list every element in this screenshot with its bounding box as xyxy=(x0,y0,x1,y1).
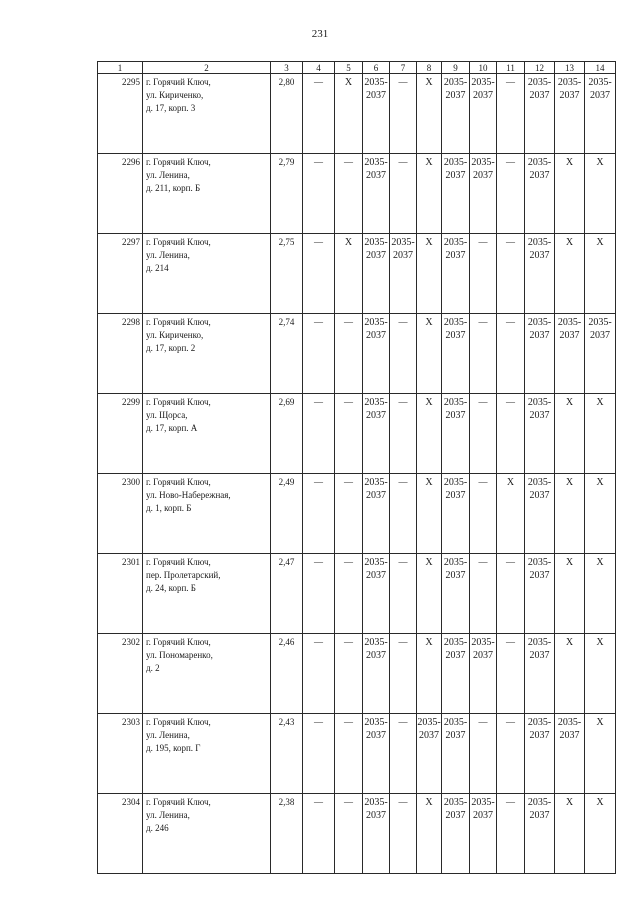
year-range-start: 2035- xyxy=(364,397,388,408)
year-range-end: 2037 xyxy=(445,410,466,421)
mark-cell: — xyxy=(390,634,417,714)
address-cell xyxy=(143,234,271,314)
year-range-end: 2037 xyxy=(529,410,550,421)
mark-cell: — xyxy=(335,394,363,474)
address-line: г. Горячий Ключ, xyxy=(146,557,211,567)
address-line: ул. Ленина, xyxy=(146,250,190,260)
year-range-end: 2037 xyxy=(445,490,466,501)
mark-cell: X xyxy=(585,554,616,634)
column-header: 8 xyxy=(417,62,442,74)
year-range-start: 2035- xyxy=(527,557,552,568)
table-row xyxy=(98,474,616,554)
address-cell xyxy=(143,74,271,154)
address-line: ул. Ленина, xyxy=(146,810,190,820)
mark-cell: — xyxy=(303,474,335,554)
value-cell: 2,43 xyxy=(271,714,303,794)
mark-cell: — xyxy=(335,474,363,554)
mark-cell xyxy=(470,74,497,154)
address-line: д. 17, корп. 2 xyxy=(146,343,196,353)
year-range-end: 2037 xyxy=(366,90,386,101)
mark-cell xyxy=(442,794,470,874)
value-cell: 2,69 xyxy=(271,394,303,474)
row-number: 2296 xyxy=(98,154,143,234)
mark-cell xyxy=(585,314,616,394)
year-range-end: 2037 xyxy=(473,650,493,661)
year-range-start: 2035- xyxy=(443,317,468,328)
year-range-end: 2037 xyxy=(366,730,386,741)
year-range-start: 2035- xyxy=(588,77,612,88)
year-range-start: 2035- xyxy=(471,77,495,88)
mark-cell xyxy=(363,474,390,554)
mark-cell: — xyxy=(390,794,417,874)
address-line: д. 246 xyxy=(146,823,169,833)
year-range-end: 2037 xyxy=(559,730,580,741)
address-line: г. Горячий Ключ, xyxy=(146,237,211,247)
value-cell: 2,75 xyxy=(271,234,303,314)
year-range-end: 2037 xyxy=(445,810,466,821)
mark-cell xyxy=(470,154,497,234)
mark-cell: — xyxy=(303,314,335,394)
address-line: пер. Пролетарский, xyxy=(146,570,221,580)
column-header: 2 xyxy=(143,62,271,74)
year-range-start: 2035- xyxy=(443,397,468,408)
address-line: д. 24, корп. Б xyxy=(146,583,196,593)
mark-cell: — xyxy=(497,74,525,154)
year-range-end: 2037 xyxy=(590,330,610,341)
mark-cell: — xyxy=(497,314,525,394)
address-line: г. Горячий Ключ, xyxy=(146,397,211,407)
mark-cell: — xyxy=(390,394,417,474)
address-cell xyxy=(143,394,271,474)
address-line: г. Горячий Ключ, xyxy=(146,317,211,327)
year-range-start: 2035- xyxy=(443,477,468,488)
year-range-start: 2035- xyxy=(527,77,552,88)
row-number: 2304 xyxy=(98,794,143,874)
mark-cell: — xyxy=(303,714,335,794)
address-line: ул. Кириченко, xyxy=(146,90,204,100)
mark-cell xyxy=(525,234,555,314)
value-cell: 2,74 xyxy=(271,314,303,394)
mark-cell xyxy=(470,794,497,874)
year-range-start: 2035- xyxy=(443,717,468,728)
table-row xyxy=(98,634,616,714)
address-cell xyxy=(143,554,271,634)
mark-cell xyxy=(363,234,390,314)
year-range-end: 2037 xyxy=(366,170,386,181)
year-range-start: 2035- xyxy=(557,717,582,728)
year-range-end: 2037 xyxy=(366,330,386,341)
mark-cell: — xyxy=(497,634,525,714)
table-body xyxy=(98,74,616,874)
mark-cell: — xyxy=(335,554,363,634)
mark-cell: X xyxy=(555,554,585,634)
mark-cell xyxy=(363,154,390,234)
mark-cell: — xyxy=(470,314,497,394)
mark-cell: X xyxy=(335,234,363,314)
row-number: 2303 xyxy=(98,714,143,794)
mark-cell: — xyxy=(497,394,525,474)
mark-cell: — xyxy=(390,154,417,234)
mark-cell xyxy=(442,714,470,794)
year-range-end: 2037 xyxy=(473,90,493,101)
mark-cell: X xyxy=(417,394,442,474)
mark-cell xyxy=(525,74,555,154)
year-range-end: 2037 xyxy=(529,250,550,261)
mark-cell: X xyxy=(585,714,616,794)
mark-cell: X xyxy=(585,474,616,554)
table-row xyxy=(98,314,616,394)
mark-cell: X xyxy=(585,634,616,714)
year-range-start: 2035- xyxy=(364,317,388,328)
year-range-end: 2037 xyxy=(419,730,439,741)
table-row xyxy=(98,394,616,474)
page-number: 231 xyxy=(311,28,329,40)
mark-cell: — xyxy=(390,554,417,634)
mark-cell xyxy=(363,394,390,474)
mark-cell xyxy=(442,154,470,234)
value-cell: 2,46 xyxy=(271,634,303,714)
mark-cell: — xyxy=(303,554,335,634)
mark-cell: X xyxy=(417,74,442,154)
mark-cell xyxy=(525,314,555,394)
column-header: 10 xyxy=(470,62,497,74)
column-header: 4 xyxy=(303,62,335,74)
table-row xyxy=(98,154,616,234)
mark-cell xyxy=(442,314,470,394)
mark-cell xyxy=(442,634,470,714)
mark-cell: X xyxy=(417,234,442,314)
mark-cell: X xyxy=(555,634,585,714)
year-range-end: 2037 xyxy=(366,410,386,421)
year-range-end: 2037 xyxy=(445,170,466,181)
year-range-start: 2035- xyxy=(471,797,495,808)
year-range-start: 2035- xyxy=(443,237,468,248)
mark-cell xyxy=(363,794,390,874)
year-range-start: 2035- xyxy=(364,637,388,648)
year-range-start: 2035- xyxy=(443,797,468,808)
year-range-end: 2037 xyxy=(366,650,386,661)
year-range-end: 2037 xyxy=(445,730,466,741)
row-number: 2297 xyxy=(98,234,143,314)
mark-cell: — xyxy=(303,74,335,154)
mark-cell xyxy=(363,634,390,714)
mark-cell: — xyxy=(390,74,417,154)
value-cell: 2,38 xyxy=(271,794,303,874)
year-range-end: 2037 xyxy=(445,250,466,261)
row-number: 2302 xyxy=(98,634,143,714)
mark-cell: — xyxy=(497,154,525,234)
column-header: 3 xyxy=(271,62,303,74)
address-line: д. 2 xyxy=(146,663,160,673)
year-range-end: 2037 xyxy=(473,170,493,181)
year-range-start: 2035- xyxy=(364,477,388,488)
year-range-start: 2035- xyxy=(527,157,552,168)
mark-cell: X xyxy=(555,794,585,874)
row-number: 2300 xyxy=(98,474,143,554)
column-header: 9 xyxy=(442,62,470,74)
row-number: 2301 xyxy=(98,554,143,634)
mark-cell xyxy=(442,234,470,314)
mark-cell xyxy=(525,394,555,474)
mark-cell xyxy=(390,234,417,314)
value-cell: 2,49 xyxy=(271,474,303,554)
year-range-end: 2037 xyxy=(366,250,386,261)
mark-cell: X xyxy=(585,394,616,474)
address-line: г. Горячий Ключ, xyxy=(146,797,211,807)
year-range-start: 2035- xyxy=(443,157,468,168)
mark-cell xyxy=(442,554,470,634)
table-row xyxy=(98,234,616,314)
registry-table xyxy=(97,61,616,874)
year-range-start: 2035- xyxy=(527,477,552,488)
address-line: г. Горячий Ключ, xyxy=(146,157,211,167)
address-line: ул. Ленина, xyxy=(146,170,190,180)
year-range-end: 2037 xyxy=(445,90,466,101)
address-cell xyxy=(143,714,271,794)
address-line: ул. Пономаренко, xyxy=(146,650,213,660)
year-range-start: 2035- xyxy=(364,237,388,248)
address-line: д. 211, корп. Б xyxy=(146,183,201,193)
address-line: г. Горячий Ключ, xyxy=(146,77,211,87)
mark-cell xyxy=(555,714,585,794)
mark-cell: — xyxy=(470,554,497,634)
mark-cell: X xyxy=(585,794,616,874)
column-header: 5 xyxy=(335,62,363,74)
year-range-start: 2035- xyxy=(527,237,552,248)
row-number: 2298 xyxy=(98,314,143,394)
mark-cell xyxy=(363,714,390,794)
mark-cell: — xyxy=(335,794,363,874)
mark-cell: — xyxy=(470,714,497,794)
mark-cell: — xyxy=(303,794,335,874)
year-range-start: 2035- xyxy=(588,317,612,328)
year-range-start: 2035- xyxy=(471,637,495,648)
value-cell: 2,80 xyxy=(271,74,303,154)
column-header: 1 xyxy=(98,62,143,74)
column-header: 11 xyxy=(497,62,525,74)
address-line: д. 17, корп. А xyxy=(146,423,198,433)
year-range-start: 2035- xyxy=(527,317,552,328)
address-line: г. Горячий Ключ, xyxy=(146,637,211,647)
column-header: 14 xyxy=(585,62,616,74)
table-row xyxy=(98,554,616,634)
mark-cell xyxy=(470,634,497,714)
mark-cell xyxy=(442,74,470,154)
year-range-start: 2035- xyxy=(527,797,552,808)
year-range-end: 2037 xyxy=(366,810,386,821)
address-cell xyxy=(143,794,271,874)
row-number: 2299 xyxy=(98,394,143,474)
year-range-start: 2035- xyxy=(364,157,388,168)
year-range-start: 2035- xyxy=(471,157,495,168)
mark-cell xyxy=(525,634,555,714)
mark-cell: — xyxy=(335,714,363,794)
address-line: г. Горячий Ключ, xyxy=(146,717,211,727)
mark-cell: X xyxy=(335,74,363,154)
year-range-end: 2037 xyxy=(559,90,580,101)
mark-cell: — xyxy=(390,714,417,794)
address-line: ул. Щорса, xyxy=(146,410,188,420)
year-range-start: 2035- xyxy=(557,77,582,88)
address-line: ул. Ново-Набережная, xyxy=(146,490,231,500)
mark-cell: X xyxy=(585,234,616,314)
mark-cell: X xyxy=(555,394,585,474)
year-range-end: 2037 xyxy=(366,490,386,501)
table-row xyxy=(98,714,616,794)
year-range-end: 2037 xyxy=(529,170,550,181)
year-range-end: 2037 xyxy=(529,330,550,341)
year-range-start: 2035- xyxy=(557,317,582,328)
mark-cell: — xyxy=(470,394,497,474)
year-range-start: 2035- xyxy=(443,637,468,648)
address-cell xyxy=(143,314,271,394)
mark-cell xyxy=(442,474,470,554)
mark-cell: X xyxy=(417,154,442,234)
address-line: д. 214 xyxy=(146,263,169,273)
mark-cell xyxy=(417,714,442,794)
address-line: д. 195, корп. Г xyxy=(146,743,201,753)
mark-cell xyxy=(525,794,555,874)
year-range-start: 2035- xyxy=(364,557,388,568)
mark-cell: X xyxy=(585,154,616,234)
mark-cell: X xyxy=(417,314,442,394)
year-range-end: 2037 xyxy=(559,330,580,341)
mark-cell: — xyxy=(303,234,335,314)
year-range-end: 2037 xyxy=(529,730,550,741)
address-line: д. 1, корп. Б xyxy=(146,503,192,513)
mark-cell: — xyxy=(335,154,363,234)
address-line: д. 17, корп. 3 xyxy=(146,103,196,113)
mark-cell: — xyxy=(303,154,335,234)
mark-cell: — xyxy=(303,394,335,474)
column-header: 7 xyxy=(390,62,417,74)
column-header: 12 xyxy=(525,62,555,74)
year-range-end: 2037 xyxy=(529,490,550,501)
year-range-start: 2035- xyxy=(527,717,552,728)
address-line: г. Горячий Ключ, xyxy=(146,477,211,487)
mark-cell: X xyxy=(555,474,585,554)
column-header: 13 xyxy=(555,62,585,74)
address-cell xyxy=(143,474,271,554)
mark-cell: — xyxy=(497,794,525,874)
mark-cell: — xyxy=(335,634,363,714)
year-range-end: 2037 xyxy=(445,650,466,661)
year-range-start: 2035- xyxy=(417,717,441,728)
mark-cell xyxy=(363,314,390,394)
mark-cell: — xyxy=(390,314,417,394)
year-range-end: 2037 xyxy=(445,570,466,581)
mark-cell xyxy=(525,154,555,234)
address-line: ул. Кириченко, xyxy=(146,330,204,340)
mark-cell xyxy=(363,74,390,154)
mark-cell xyxy=(525,714,555,794)
year-range-end: 2037 xyxy=(529,810,550,821)
mark-cell: — xyxy=(497,714,525,794)
mark-cell xyxy=(525,474,555,554)
mark-cell: X xyxy=(417,474,442,554)
year-range-end: 2037 xyxy=(529,650,550,661)
address-cell xyxy=(143,634,271,714)
table-row xyxy=(98,794,616,874)
mark-cell xyxy=(442,394,470,474)
year-range-end: 2037 xyxy=(590,90,610,101)
value-cell: 2,79 xyxy=(271,154,303,234)
year-range-end: 2037 xyxy=(529,90,550,101)
year-range-end: 2037 xyxy=(366,570,386,581)
mark-cell: X xyxy=(417,794,442,874)
mark-cell: — xyxy=(303,634,335,714)
year-range-start: 2035- xyxy=(391,237,415,248)
mark-cell xyxy=(585,74,616,154)
year-range-end: 2037 xyxy=(529,570,550,581)
mark-cell: X xyxy=(497,474,525,554)
value-cell: 2,47 xyxy=(271,554,303,634)
table-row xyxy=(98,74,616,154)
year-range-start: 2035- xyxy=(443,77,468,88)
column-header: 6 xyxy=(363,62,390,74)
mark-cell: — xyxy=(470,234,497,314)
mark-cell xyxy=(363,554,390,634)
mark-cell: X xyxy=(417,554,442,634)
mark-cell: — xyxy=(335,314,363,394)
year-range-start: 2035- xyxy=(364,717,388,728)
address-line: ул. Ленина, xyxy=(146,730,190,740)
mark-cell: — xyxy=(497,554,525,634)
mark-cell: — xyxy=(390,474,417,554)
mark-cell xyxy=(555,314,585,394)
year-range-end: 2037 xyxy=(445,330,466,341)
year-range-start: 2035- xyxy=(527,637,552,648)
year-range-end: 2037 xyxy=(473,810,493,821)
mark-cell: — xyxy=(470,474,497,554)
mark-cell: X xyxy=(417,634,442,714)
year-range-start: 2035- xyxy=(364,797,388,808)
mark-cell: — xyxy=(497,234,525,314)
year-range-start: 2035- xyxy=(527,397,552,408)
year-range-start: 2035- xyxy=(443,557,468,568)
mark-cell: X xyxy=(555,234,585,314)
row-number: 2295 xyxy=(98,74,143,154)
year-range-start: 2035- xyxy=(364,77,388,88)
header-row xyxy=(98,62,616,74)
address-cell xyxy=(143,154,271,234)
year-range-end: 2037 xyxy=(393,250,413,261)
mark-cell xyxy=(555,74,585,154)
mark-cell xyxy=(525,554,555,634)
mark-cell: X xyxy=(555,154,585,234)
